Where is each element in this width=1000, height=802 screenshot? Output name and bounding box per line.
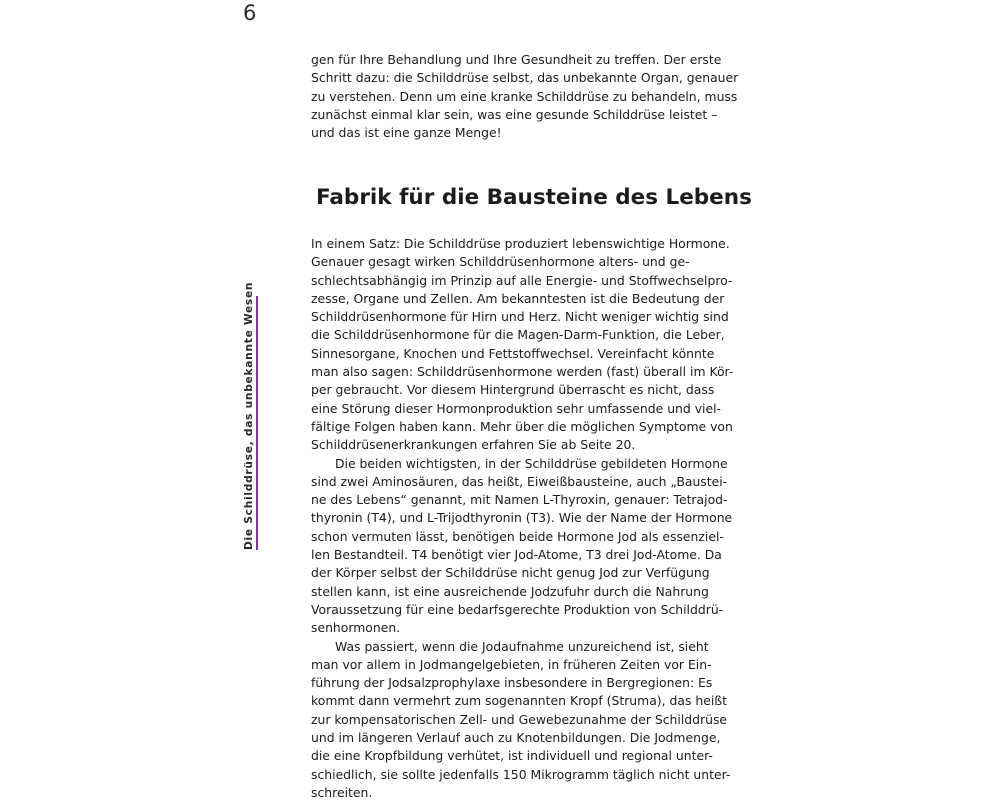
text-line: Schritt dazu: die Schilddrüse selbst, das unbekannte Organ, genauer: [311, 70, 739, 86]
text-line: ne des Lebens“ genannt, mit Namen L-Thyroxin, genauer: Tetrajod-: [311, 492, 728, 508]
text-line: Voraussetzung für eine bedarfsgerechte Produktion von Schilddrü-: [311, 601, 724, 617]
body-text: [311, 235, 757, 802]
text-line: gen für Ihre Behandlung und Ihre Gesundheit zu treffen. Der erste: [311, 52, 722, 67]
text-line: schon vermuten lässt, benötigen beide Hormone Jod als essenziel-: [311, 528, 724, 544]
running-header-text: Die Schilddrüse, das unbekannte Wesen: [243, 281, 255, 550]
text-line: man also sagen: Schilddrüsenhormone werden (fast) überall im Kör-: [311, 364, 734, 380]
text-line: man vor allem in Jodmangelgebieten, in früheren Zeiten vor Ein-: [311, 656, 712, 672]
text-line: und das ist eine ganze Menge!: [311, 125, 502, 141]
section-heading: Fabrik für die Bausteine des Lebens: [316, 185, 752, 210]
page-number: 6: [243, 1, 257, 25]
text-line: Genauer gesagt wirken Schilddrüsenhormone alters- und ge-: [311, 254, 690, 270]
text-line: fältige Folgen haben kann. Mehr über die möglichen Symptome von: [311, 418, 733, 434]
text-line: In einem Satz: Die Schilddrüse produziert lebenswichtige Hormone.: [311, 236, 730, 251]
text-line: zesse, Organe und Zellen. Am bekanntesten ist die Bedeutung der: [311, 290, 725, 306]
text-line: zu verstehen. Denn um eine kranke Schilddrüse zu behandeln, muss: [311, 88, 738, 104]
paragraph-1: [311, 235, 757, 455]
text-line: die Schilddrüsenhormone für die Magen-Darm-Funktion, die Leber,: [311, 327, 725, 343]
text-line: eine Störung dieser Hormonproduktion sehr umfassende und viel-: [311, 400, 722, 416]
text-line: senhormonen.: [311, 620, 401, 636]
text-line: schlechtsabhängig im Prinzip auf alle Energie- und Stoffwechselpro-: [311, 272, 733, 288]
text-line: len Bestandteil. T4 benötigt vier Jod-Atome, T3 drei Jod-Atome. Da: [311, 547, 722, 563]
running-header-rule: [256, 296, 258, 550]
text-line: Die beiden wichtigsten, in der Schilddrüse gebildeten Hormone: [335, 455, 728, 471]
text-line: Schilddrüsenerkrankungen erfahren Sie ab Seite 20.: [311, 437, 636, 453]
text-line: schiedlich, sie sollte jedenfalls 150 Mikrogramm täglich nicht unter-: [311, 766, 731, 782]
text-line: zur kompensatorischen Zell- und Gewebezunahme der Schilddrüse: [311, 711, 728, 727]
paragraph-3: [311, 638, 757, 802]
text-line: Sinnesorgane, Knochen und Fettstoffwechsel. Vereinfacht könnte: [311, 345, 715, 361]
paragraph-2: [311, 455, 757, 638]
text-line: thyronin (T4), und L-Trijodthyronin (T3). Wie der Name der Hormone: [311, 510, 733, 526]
text-line: per gebraucht. Vor diesem Hintergrund überrascht es nicht, dass: [311, 382, 715, 398]
text-line: zunächst einmal klar sein, was eine gesunde Schilddrüse leistet –: [311, 106, 718, 122]
text-line: und im längeren Verlauf auch zu Knotenbildungen. Die Jodmenge,: [311, 730, 721, 746]
text-line: führung der Jodsalzprophylaxe insbesondere in Bergregionen: Es: [311, 675, 713, 691]
text-line: kommt dann vermehrt zum sogenannten Kropf (Struma), das heißt: [311, 693, 727, 709]
text-line: der Körper selbst der Schilddrüse nicht genug Jod zur Verfügung: [311, 565, 710, 581]
text-line: stellen kann, ist eine ausreichende Jodzufuhr durch die Nahrung: [311, 583, 709, 599]
text-line: sind zwei Aminosäuren, das heißt, Eiweißbausteine, auch „Baustei-: [311, 473, 728, 489]
text-line: Was passiert, wenn die Jodaufnahme unzureichend ist, sieht: [335, 638, 709, 654]
text-line: schreiten.: [311, 784, 373, 800]
intro-paragraph: [311, 51, 757, 142]
text-line: die eine Kropfbildung verhütet, ist individuell und regional unter-: [311, 748, 713, 764]
text-line: Schilddrüsenhormone für Hirn und Herz. Nicht weniger wichtig sind: [311, 309, 729, 325]
